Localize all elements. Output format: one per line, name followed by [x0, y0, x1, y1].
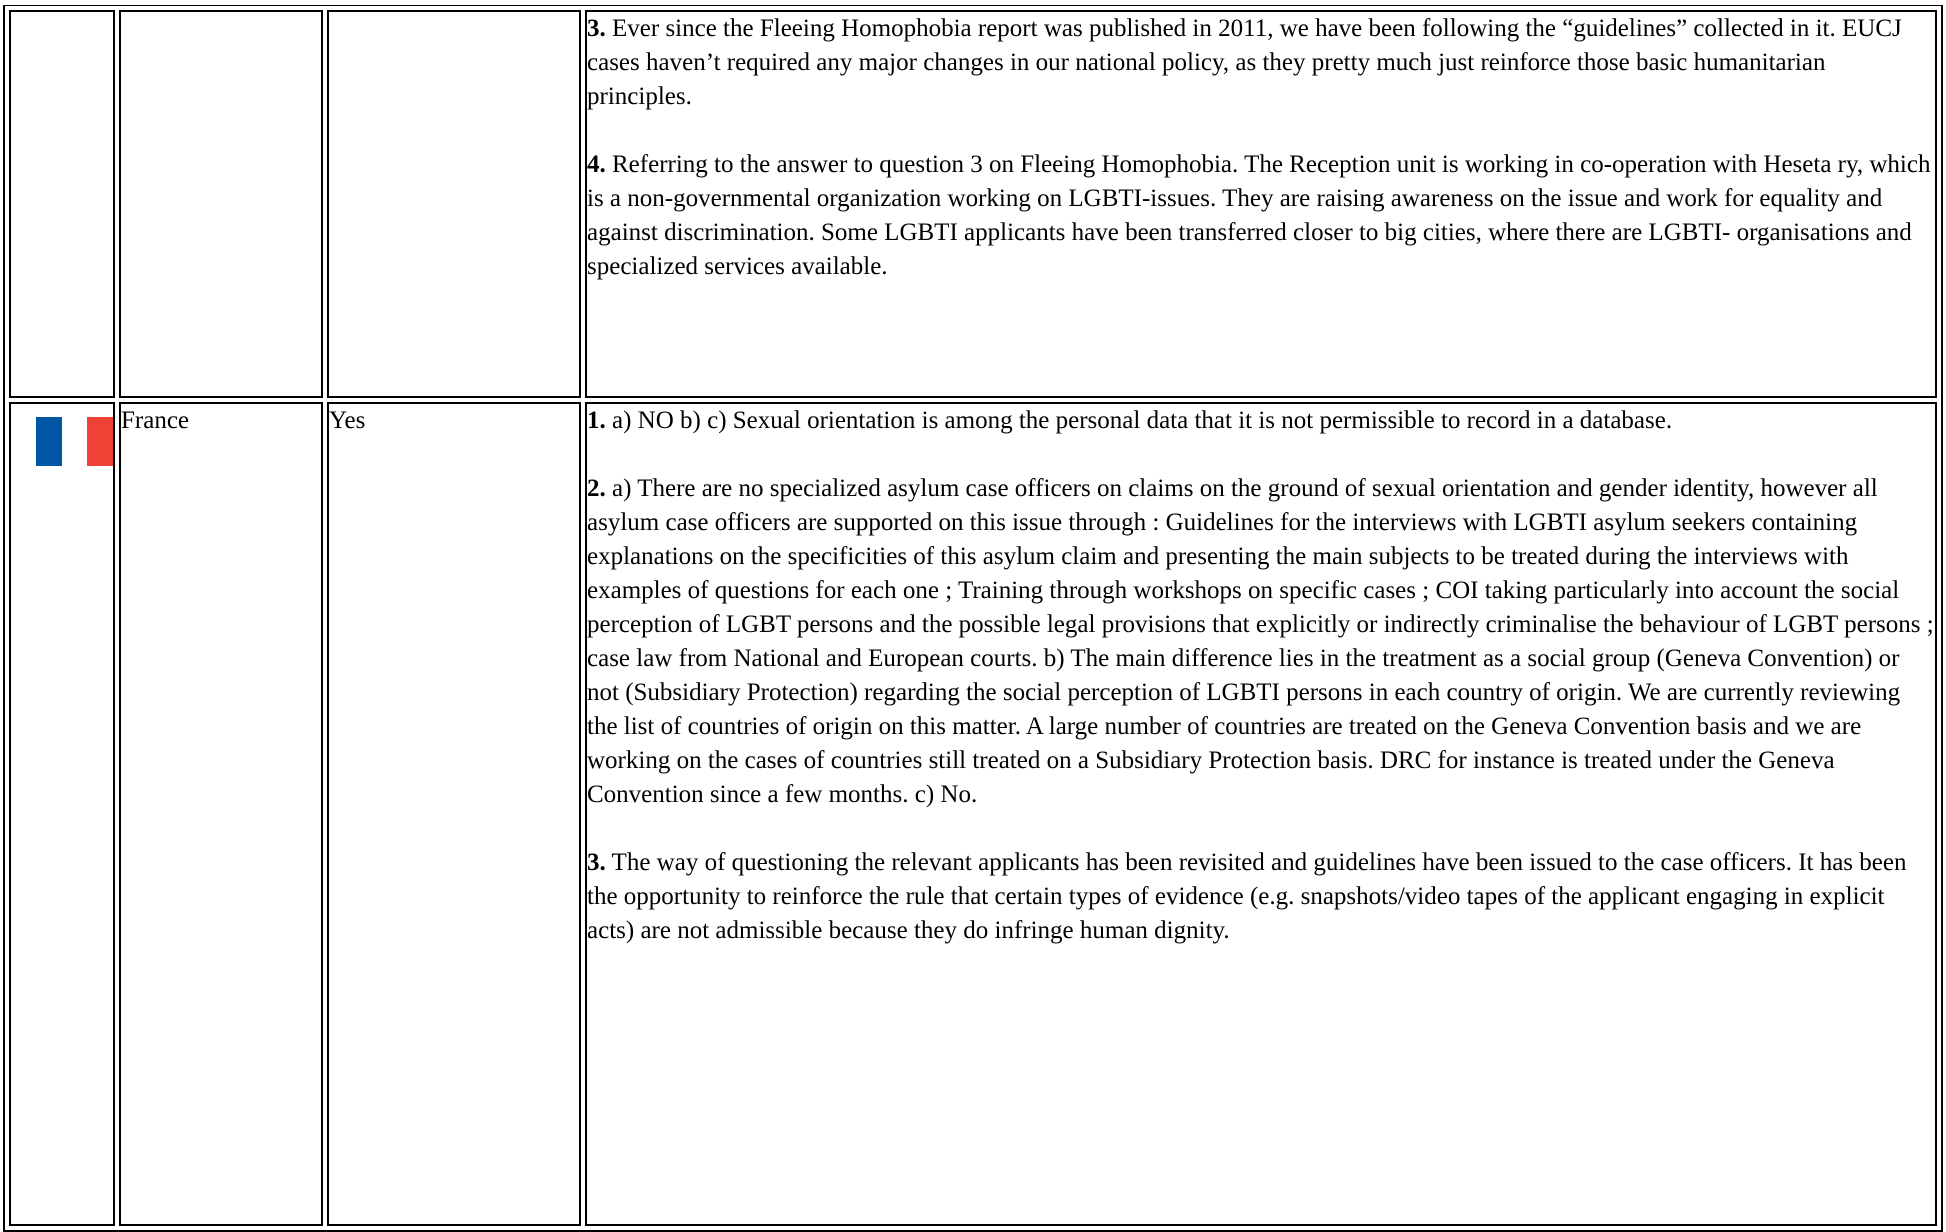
- question-number: 2.: [587, 475, 606, 502]
- flag-blue-band: [36, 417, 62, 466]
- table-row: [9, 402, 1937, 1226]
- answer-paragraph: [587, 404, 1935, 438]
- flag-white-band: [62, 417, 88, 466]
- answer-text: a) NO b) c) Sexual orientation is among the personal data that it is not permissible to record in a database.: [605, 407, 1673, 434]
- table-row: [9, 10, 1937, 398]
- answer-text: a) There are no specialized asylum case officers on claims on the ground of sexual orientation and gender identity, however all asylum case officers are supported on this issue through : Guidelines for the interviews with LGBTI asylum seekers containing explanations on the specificities of this asylum claim and presenting the main subjects to be treated during the interviews with examples of questions for each one ; Training through workshops on specific cases ; COI taking particularly into account the social perception of LGBT persons and the possible legal provisions that explicitly or indirectly criminalise the behaviour of LGBT persons ; case law from National and European courts. b) The main difference lies in the treatment as a social group (Geneva Convention) or not (Subsidiary Protection) regarding the social perception of LGBTI persons in each country of origin. We are currently reviewing the list of countries of origin on this matter. A large number of countries are treated on the Geneva Convention basis and we are working on the cases of countries still treated on a Subsidiary Protection basis. DRC for instance is treated under the Geneva Convention since a few months. c) No.: [587, 475, 1934, 808]
- details-cell: [585, 10, 1937, 398]
- answer-cell: [327, 402, 581, 1226]
- answer-cell: [327, 10, 581, 398]
- country-cell: [119, 402, 323, 1226]
- answer-paragraph: [587, 12, 1935, 114]
- flag-cell: [9, 10, 115, 398]
- answer-value: Yes: [329, 407, 366, 434]
- answer-paragraph: [587, 472, 1935, 812]
- answer-text: Ever since the Fleeing Homophobia report was published in 2011, we have been following the “guidelines” collected in it. EUCJ cases haven’t required any major changes in our national policy, as they pretty much just reinforce those basic humanitarian principles.: [587, 15, 1902, 110]
- flag-cell: [9, 402, 115, 1226]
- country-name: France: [121, 407, 190, 434]
- france-flag-icon: [36, 417, 113, 466]
- answer-paragraph: [587, 148, 1935, 284]
- question-number: 4.: [587, 151, 606, 178]
- survey-table: [3, 5, 1943, 1232]
- question-number: 3.: [587, 849, 606, 876]
- question-number: 1.: [587, 407, 606, 434]
- answer-text: Referring to the answer to question 3 on Fleeing Homophobia. The Reception unit is working in co-operation with Heseta ry, which is a non-governmental organization working on LGBTI-issues. They are raising awareness on the issue and work for equality and against discrimination. Some LGBTI applicants have been transferred closer to big cities, where there are LGBTI- organisations and specialized services available.: [587, 151, 1931, 280]
- answer-text: The way of questioning the relevant applicants has been revisited and guidelines have been issued to the case officers. It has been the opportunity to reinforce the rule that certain types of evidence (e.g. snapshots/video tapes of the applicant engaging in explicit acts) are not admissible because they do infringe human dignity.: [587, 849, 1907, 944]
- answer-paragraph: [587, 846, 1935, 948]
- flag-red-band: [87, 417, 113, 466]
- details-cell: [585, 402, 1937, 1226]
- country-cell: [119, 10, 323, 398]
- question-number: 3.: [587, 15, 606, 42]
